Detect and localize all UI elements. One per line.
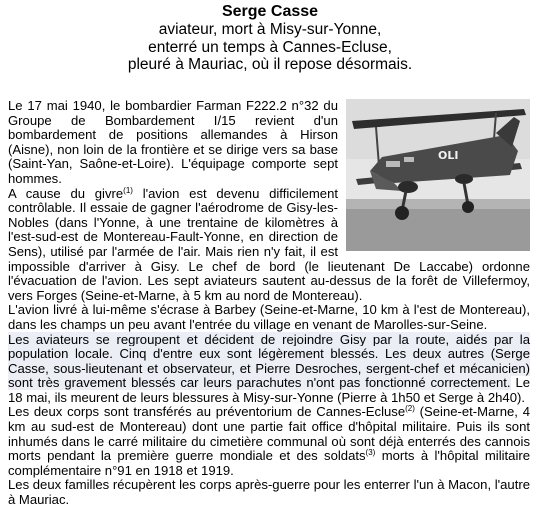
paragraph-6-text: Les deux familles récupèrent les corps après-guerre pour les enterrer l'un à Macon, l'autre à Mauriac. <box>8 477 530 508</box>
paragraph-5-middle: (Seine-et-Marne, 4 km au sud-est de Montereau) dont une partie fait office d'hôpital militaire. Puis ils sont inhumés dans le carré militaire du cimetière communal où sont déjà enterrés des cannois morts pendant la première guerre mondiale et des soldats <box>8 404 530 464</box>
subtitle-line-1: aviateur, mort à Misy-sur-Yonne, <box>158 21 382 38</box>
subtitle-line-2: enterré un temps à Cannes-Ecluse, <box>148 38 392 56</box>
article-body <box>8 99 530 508</box>
paragraph-3-text: L'avion livré à lui-même s'écrase à Barbey (Seine-et-Marne, 10 km à l'est de Montereau), dans les champs un peu avant l'entrée du village en venant de Marolles-sur-Seine. <box>8 302 530 332</box>
paragraph-6 <box>8 478 530 507</box>
farman-bomber-photo <box>346 99 530 251</box>
paragraph-4-rest: Le 18 mai, ils meurent de leurs blessures à Misy-sur-Yonne (Pierre à 1h50 et Serge à 2h40). <box>8 375 531 405</box>
paragraph-1-text: Le 17 mai 1940, le bombardier Farman F222.2 n°32 du Groupe de Bombardement I/15 revient d'un bombardement de positions allemandes à Hirson (Aisne), non loin de la frontière et se dirige vers sa base (Saint-Yan, Saône-et-Loire). L'équipage comporte sept hommes. <box>8 98 338 186</box>
paragraph-5 <box>8 405 530 478</box>
subtitle-line-3: pleuré à Mauriac, où il repose désormais. <box>127 56 413 73</box>
paragraph-2-rest: l'avion est devenu difficilement contrôlable. Il essaie de gagner l'aérodrome de Gisy-les-Nobles (dans l'Yonne, à une trentaine de kilomètres à l'est-sud-est de Montereau-Fault-Yonne, en direction de Sens), utilisé par l'armée de l'air. Mais rien n'y fait, il est impossible d'arriver à Gisy. Le chef de bord (le lieutenant De Laccabe) ordonne l'évacuation de l'avion. Les sept aviateurs sautent au-dessus de la forêt de Villefermoy, vers Forges (Seine-et-Marne, à 5 km au nord de Montereau). <box>8 185 530 303</box>
footnote-ref-2: (2) <box>405 404 415 414</box>
paragraph-2-start: A cause du givre <box>8 185 124 201</box>
paragraph-5-start: Les deux corps sont transférés au préventorium de Cannes-Ecluse <box>8 404 406 420</box>
paragraph-3 <box>8 303 530 332</box>
aircraft-marking: OLI <box>438 149 459 162</box>
paragraph-4-highlighted: Les aviateurs se regroupent et décident de rejoindre Gisy par la route, aidés par la population locale. Cinq d'entre eux sont légèrement blessés. Les deux autres (Serge Casse, sous-lieutenant et observateur, et Pierre Desroches, sergent-chef et mécanicien) sont très gravement blessés car leurs parachutes n'ont pas fonctionné correctement. <box>8 331 530 391</box>
bomber-image <box>346 99 530 251</box>
paragraph-5-end: morts à l'hôpital militaire complémentaire n°91 en 1918 et 1919. <box>8 448 531 478</box>
paragraph-4 <box>8 333 530 406</box>
article-header <box>0 0 540 74</box>
article-title: Serge Casse <box>221 3 319 20</box>
footnote-ref-3: (3) <box>365 448 376 458</box>
footnote-ref-1: (1) <box>123 185 133 195</box>
